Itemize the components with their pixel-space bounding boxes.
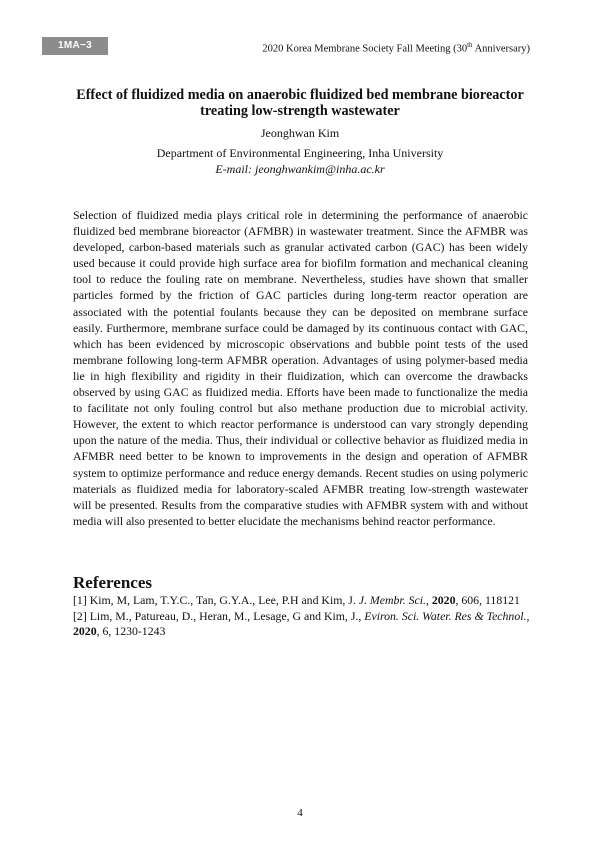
abstract-text: Selection of fluidized media plays critical role in determining the performance of anaerobic fluidized bed membrane bioreactor (AFMBR) in wastewater treatment. Since the AFMBR was developed, carbon-based materials such as granular activated carbon (GAC) has been widely used because it could provide high surface area for biofilm formation and mechanical cleaning tool to reduce the fouling rate on membrane. Nevertheless, studies have shown that smaller particles formed by the friction of GAC particles during long-term reactor operation are associated with the potential foulants because they can be deposited on membrane surface easily. Furthermore, membrane surface could be damaged by its continuous contact with GAC, which has been evidenced by microscopic observations and bubble point tests of the used membrane following long-term AFMBR operation. Advantages of using polymer-based media lie in high flexibility and rigidity in their fluidization, which can overcome the drawbacks observed by using GAC as fluidized media. Efforts have been made to functionalize the media to facilitate not only fouling control but also methane production due to microbial activity. However, the extent to which reactor performance is understood can vary strongly depending upon the nature of the media. Thus, their individual or collective behavior as fluidized media in AFMBR need better to be known to improvements in the design and operation of AFMBR system to optimize performance and reduce energy demands. Recent studies on using polymeric materials as fluidized media for laboratory-scaled AFMBR treating low-strength wastewater will be presented. Results from the comparative studies with AFMBR system with and without media will also presented to better elucidate the mechanisms behind reactor performance. — [73, 208, 528, 528]
reference-item — [73, 593, 533, 609]
session-badge: 1MA−3 — [42, 37, 108, 55]
conference-superscript: th — [467, 41, 473, 49]
paper-title — [60, 87, 540, 119]
reference-separator: , — [526, 608, 530, 623]
reference-year: 2020 — [431, 593, 456, 607]
reference-journal: J. Membr. Sci. — [358, 593, 426, 607]
reference-item — [73, 609, 533, 640]
conference-name-tail: Anniversary) — [472, 43, 530, 55]
conference-name: 2020 Korea Membrane Society Fall Meeting (30 — [262, 43, 468, 55]
reference-year: 2020 — [73, 624, 97, 638]
reference-authors: [1] Kim, M, Lam, T.Y.C., Tan, G.Y.A., Lee, P.H and Kim, J. — [73, 593, 359, 607]
paper-title-line-2: treating low-strength wastewater — [200, 103, 400, 119]
author-name: Jeonghwan Kim — [260, 126, 340, 140]
conference-header — [262, 41, 530, 55]
page-number: 4 — [297, 807, 303, 819]
reference-volume-pages: , 606, 118121 — [455, 593, 520, 607]
references-heading: References — [73, 573, 152, 592]
paper-title-line-1: Effect of fluidized media on anaerobic fluidized bed membrane bioreactor — [76, 87, 524, 103]
reference-separator: , — [425, 593, 432, 607]
author-affiliation: Department of Environmental Engineering, Inha University — [156, 146, 444, 160]
reference-journal: Eviron. Sci. Water. Res & Technol. — [364, 608, 527, 623]
reference-volume-pages: , 6, 1230-1243 — [96, 624, 166, 638]
reference-authors: [2] Lim, M., Patureau, D., Heran, M., Lesage, G and Kim, J., — [73, 608, 365, 623]
author-email: E-mail: jeonghwankim@inha.ac.kr — [215, 162, 385, 176]
references-list — [73, 593, 533, 640]
